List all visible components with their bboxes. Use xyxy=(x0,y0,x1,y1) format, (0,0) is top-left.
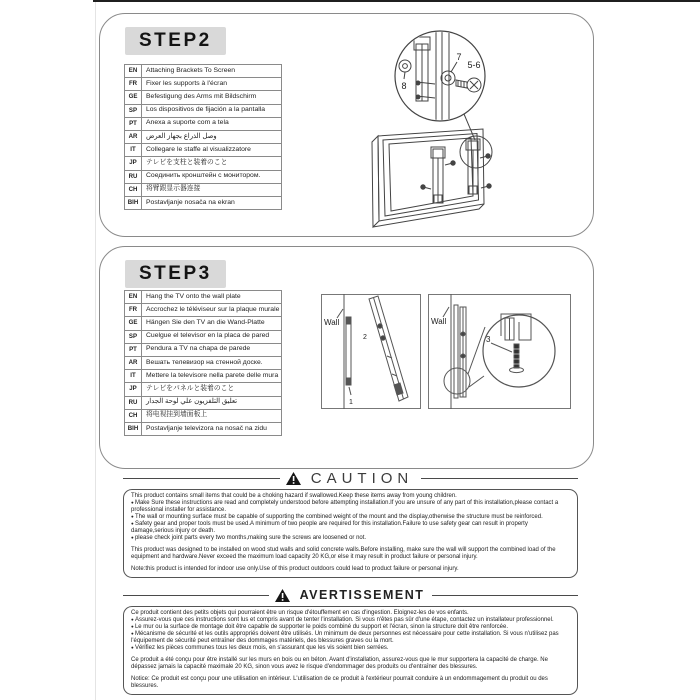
language-code: AR xyxy=(125,130,142,143)
language-code: EN xyxy=(125,65,142,78)
divider xyxy=(123,595,269,596)
callout-5-6: 5-6 xyxy=(467,60,481,70)
avertissement-bullet: ● Le mur ou la surface de montage doit être capable de supporter le poids combiné du support et l'écran, sinon la structure doit être renforcée. xyxy=(131,624,570,631)
language-text: テレビを支柱と装着のこと xyxy=(142,157,282,170)
language-text: 将电视挂到墙面板上 xyxy=(142,409,282,422)
language-text: テレビをパネルと装着のこと xyxy=(142,383,282,396)
language-code: JP xyxy=(125,157,142,170)
step3-diagram-right xyxy=(428,294,571,409)
table-row xyxy=(125,117,282,130)
caution-intro: This product contains small items that could be a choking hazard if swallowed.Keep these items away from young children. xyxy=(131,493,457,499)
language-code: PT xyxy=(125,343,142,356)
detail-circle xyxy=(395,31,485,121)
divider xyxy=(421,478,578,479)
step2-language-table xyxy=(124,64,282,210)
table-row xyxy=(125,317,282,330)
scan-edge-line xyxy=(93,0,700,2)
bolt-icon xyxy=(421,154,491,189)
wall-label: Wall xyxy=(324,318,340,327)
caution-title: CAUTION xyxy=(310,469,414,487)
caution-bullet: ● The wall or mounting surface must be capable of supporting the combined weight of the mount and the display,otherwise the structure must be reinforced. xyxy=(131,514,570,521)
language-text: Accrochez le téléviseur sur la plaque murale xyxy=(142,304,282,317)
language-text: Attaching Brackets To Screen xyxy=(142,65,282,78)
language-text: Los dispositivos de fijación a la pantalla xyxy=(142,104,282,117)
step2-diagram xyxy=(369,16,589,236)
step3-language-table xyxy=(124,290,282,436)
language-code: CH xyxy=(125,409,142,422)
language-code: BIH xyxy=(125,196,142,209)
wall-plate xyxy=(346,317,351,385)
table-row xyxy=(125,65,282,78)
table-row xyxy=(125,130,282,143)
caution-note: Note:this product is intended for indoor use only.Use of this product outdoors could lead to product failure or personal injury. xyxy=(131,565,459,572)
screw-icon xyxy=(510,344,524,373)
avertissement-body xyxy=(123,606,578,695)
table-row xyxy=(125,196,282,209)
language-code: GE xyxy=(125,317,142,330)
tv-back xyxy=(372,129,492,227)
language-code: EN xyxy=(125,291,142,304)
table-row xyxy=(125,157,282,170)
avertissement-intro: Ce produit contient des petits objets qui pourraient être un risque d'étouffement en cas d'ingestion. Eloignez-les de vos enfants. xyxy=(131,610,469,616)
table-row xyxy=(125,170,282,183)
caution-header xyxy=(123,469,578,487)
language-text: Collegare le staffe al visualizzatore xyxy=(142,144,282,157)
lock-screw-detail xyxy=(486,314,531,373)
washer-icon xyxy=(441,71,455,85)
step3-title: STEP3 xyxy=(125,260,226,288)
language-code: AR xyxy=(125,356,142,369)
warning-triangle-icon xyxy=(286,472,301,485)
callout-3: 3 xyxy=(486,335,491,344)
language-text: Postavljanje nosača na ekran xyxy=(142,196,282,209)
caution-bullet: ● Make Sure these instructions are read and completely understood before attempting installation.If you are unsure of any part of this installation,please contact a professional installer for assistance. xyxy=(131,500,570,514)
step3-panel xyxy=(99,246,594,469)
table-row xyxy=(125,291,282,304)
divider xyxy=(123,478,280,479)
table-row xyxy=(125,370,282,383)
language-text: Pendura a TV na chapa de parede xyxy=(142,343,282,356)
language-code: FR xyxy=(125,78,142,91)
language-text: Вешать телевизор на стенной доске. xyxy=(142,356,282,369)
avertissement-note: Notice: Ce produit est conçu pour une utilisation en intérieur. L'utilisation de ce produit à l'extérieur pourrait conduire à un endommagement du produit ou des blessures. xyxy=(131,675,548,689)
language-code: IT xyxy=(125,144,142,157)
washer-icon xyxy=(399,60,411,72)
language-code: PT xyxy=(125,117,142,130)
table-row xyxy=(125,356,282,369)
avertissement-bullet: ● Mécanisme de sécurité et les outils appropriés doivent être utilisés. Un minimum de deux personnes est nécessaire pour cette installation. Si vous n'utilisez pas l'équipement de sécurité peut entraîner des dommages matériels, des blessures graves ou la mort. xyxy=(131,631,570,645)
language-code: RU xyxy=(125,396,142,409)
callout-1: 1 xyxy=(349,399,353,406)
table-row xyxy=(125,396,282,409)
language-code: JP xyxy=(125,383,142,396)
table-row xyxy=(125,422,282,435)
table-row xyxy=(125,91,282,104)
avertissement-title: AVERTISSEMENT xyxy=(299,588,425,602)
avertissement-header xyxy=(123,586,578,604)
table-row xyxy=(125,409,282,422)
table-row xyxy=(125,304,282,317)
language-text: Cuelgue el televisor en la placa de pared xyxy=(142,330,282,343)
hung-tv xyxy=(454,305,466,398)
avertissement-bullet: ● Vérifiez les pièces communes tous les deux mois, en s'assurant que les vis soient bien serrées. xyxy=(131,645,570,652)
language-text: وصل الذراع بجهاز العرض xyxy=(142,130,282,143)
step2-title: STEP2 xyxy=(125,27,226,55)
language-text: Postavljanje televizora na nosač na zidu xyxy=(142,422,282,435)
step3-diagram-left xyxy=(321,294,421,409)
table-row xyxy=(125,78,282,91)
table-row xyxy=(125,343,282,356)
callout-8: 8 xyxy=(401,81,407,91)
screw-icon xyxy=(456,78,481,92)
language-code: FR xyxy=(125,304,142,317)
language-code: SP xyxy=(125,330,142,343)
table-row xyxy=(125,144,282,157)
language-text: 将臂跟显示器连接 xyxy=(142,183,282,196)
callout-7: 7 xyxy=(456,52,462,62)
table-row xyxy=(125,330,282,343)
caution-bullet: ● please check joint parts every two months,making sure the screws are loosened or not. xyxy=(131,535,570,542)
step2-panel xyxy=(99,13,594,237)
language-code: IT xyxy=(125,370,142,383)
avertissement-paragraph: Ce produit a été conçu pour être installé sur les murs en bois ou en béton. Avant d'installation, assurez-vous que le mur supportera la capacité de charge. Ne dépassez jamais la capacité maximale 20 KG, sinon vous avez le risque d'endommager des produits ou d'entraîner des blessures. xyxy=(131,656,548,670)
table-row xyxy=(125,183,282,196)
language-code: SP xyxy=(125,104,142,117)
scan-edge-line xyxy=(95,2,96,700)
caution-section xyxy=(123,469,578,578)
language-text: Fixer les supports à l'écran xyxy=(142,78,282,91)
table-row xyxy=(125,383,282,396)
language-text: Hängen Sie den TV an die Wand-Platte xyxy=(142,317,282,330)
warning-triangle-icon xyxy=(275,589,290,602)
language-text: Mettere la televisore nella parete delle mura xyxy=(142,370,282,383)
language-text: Anexa a suporte com a tela xyxy=(142,117,282,130)
caution-body xyxy=(123,489,578,578)
caution-bullet: ● Safety gear and proper tools must be used.A minimum of two people are required for this installation.Failure to use safety gear can result in property damage,serious injury or death. xyxy=(131,521,570,535)
table-row xyxy=(125,104,282,117)
detail-content xyxy=(414,30,449,122)
tilted-tv xyxy=(369,296,408,401)
language-code: RU xyxy=(125,170,142,183)
avertissement-section xyxy=(123,586,578,695)
language-text: Соединить кронштейн с монитором. xyxy=(142,170,282,183)
wall-label: Wall xyxy=(431,317,447,326)
language-code: CH xyxy=(125,183,142,196)
language-text: Hang the TV onto the wall plate xyxy=(142,291,282,304)
divider xyxy=(432,595,578,596)
avertissement-bullet: ● Assurez-vous que ces instructions sont lus et compris avant de tenter l'installation. Si vous n'êtes pas sûr d'une étape, contactez un installateur professionnel. xyxy=(131,617,570,624)
language-code: GE xyxy=(125,91,142,104)
caution-paragraph: This product was designed to be installed on wood stud walls and solid concrete walls.Before installing, make sure the wall will support the combined load of the equipment and hardware.Never exceed the maximum load capacity 20 KG,or else it may result in product failure or personal injury. xyxy=(131,546,556,560)
language-text: تعليق التلفزيون علي لوحة الجدار xyxy=(142,396,282,409)
language-text: Befestigung des Arms mit Bildschirm xyxy=(142,91,282,104)
language-code: BIH xyxy=(125,422,142,435)
callout-2: 2 xyxy=(363,334,367,341)
